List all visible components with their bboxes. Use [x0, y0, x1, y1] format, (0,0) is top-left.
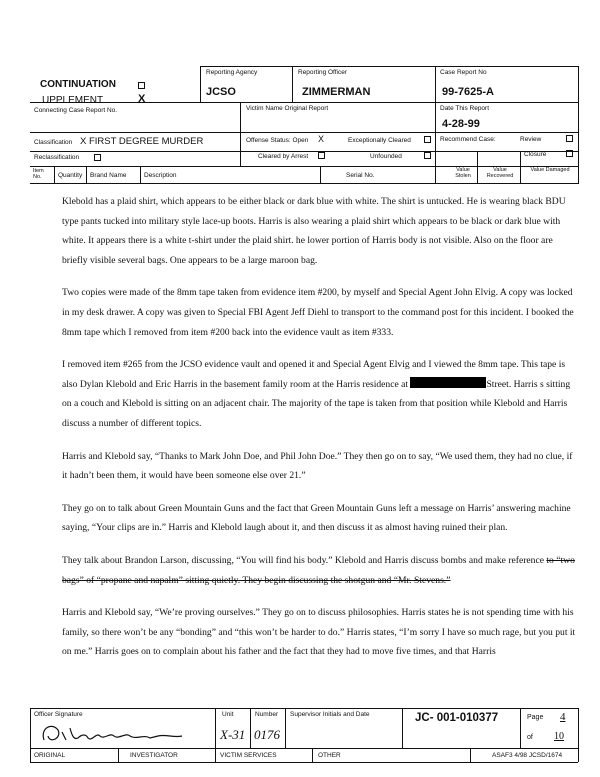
- paragraph: They talk about Brandon Larson, discussing, “You will find his body.” Klebold and Harris discuss bombs and make reference to “two bags” of “propane and napalm” sitting quietly. They begin discussing the shotgun and “Mr. Stevens.”: [62, 554, 575, 586]
- case-report-value: 99-7625-A: [442, 86, 494, 98]
- exceptionally-cleared-label: Exceptionally Cleared: [348, 137, 411, 144]
- col-quantity: Quantity: [58, 172, 83, 179]
- number-value: 0176: [254, 727, 280, 742]
- page-number: 4: [560, 711, 566, 723]
- redaction-block: [410, 377, 486, 388]
- copy-original: ORIGINAL: [34, 752, 66, 759]
- officer-signature-label: Officer Signature: [34, 711, 83, 718]
- closure-checkbox[interactable]: [566, 150, 573, 157]
- connecting-case-label: Connecting Case Report No.: [34, 107, 118, 114]
- col-value-stolen: Value Stolen: [455, 167, 471, 179]
- col-brand-name: Brand Name: [90, 172, 127, 179]
- col-value-recovered: Value Recovered: [486, 167, 514, 179]
- reporting-officer-value: ZIMMERMAN: [302, 86, 371, 98]
- cleared-by-arrest-checkbox[interactable]: [318, 152, 325, 159]
- officer-signature: [38, 718, 188, 748]
- unfounded-label: Unfounded: [370, 153, 402, 160]
- report-footer: [30, 708, 578, 762]
- paragraph: Two copies were made of the 8mm tape taken from evidence item #200, by myself and Special Agent John Elvig. A copy was locked in my desk drawer. A copy was given to Special FBI Agent Jeff Diehl to transport to the command post for this incident. I booked the 8mm tape which I removed from item #200 back into the evidence vault as item #333.: [62, 287, 574, 338]
- exceptionally-cleared-checkbox[interactable]: [424, 136, 431, 143]
- paragraph: They go on to talk about Green Mountain Guns and the fact that Green Mountain Guns left a message on Harris’ answering machine saying, “Your clips are in.” Harris and Klebold laugh about it, and then discuss it as almost having ruined their plan.: [62, 502, 571, 534]
- col-serial-no: Serial No.: [346, 172, 375, 179]
- date-report-value: 4-28-99: [442, 118, 480, 130]
- recommend-case-label: Recommend Case:: [440, 136, 496, 143]
- page-total: 10: [554, 731, 564, 742]
- paragraph: Harris and Klebold say, “Thanks to Mark John Doe, and Phil John Doe.” They then go on to say, “We used them, they had no clue, if it hadn’t been them, it would have been someone else over 21.”: [62, 450, 573, 482]
- form-id: ASAF3 4/98 JCSD/1674: [492, 752, 563, 759]
- struck-text: to “two bags” of “propane and napalm” sitting quietly. They begin discussing the shotgun and “Mr. Stevens.”: [62, 554, 575, 586]
- paragraph: I removed item #265 from the JCSO evidence vault and opened it and Special Agent Elvig and I viewed the 8mm tape. This tape is also Dylan Klebold and Eric Harris in the basement family room at the Harris residence at Street. Harris s sitting on a couch and Klebold is sitting on an adjacent chair. The majority of the tape is taken from that position while Klebold and Harris discuss a number of different topics.: [62, 359, 571, 429]
- paragraph: Harris and Klebold say, “We’re proving ourselves.” They go on to discuss philosophies. Harris states he is not spending time with his family, so there won’t be any “bonding” and “this won’t be harder to do.” Harris states, “I’m sorry I have so much rage, but you put it on me.” Harris goes on to complain about his father and the fact that they had to move five times, and that Harris: [62, 607, 576, 658]
- unfounded-checkbox[interactable]: [424, 152, 431, 159]
- paragraph: Klebold has a plaid shirt, which appears to be either black or dark blue with white. The shirt is untucked. He is wearing black BDU type pants tucked into military style lace-up boots. Harris is also wearing a plaid shirt which appears to be black or dark blue with white. It appears there is a white t-shirt under the plaid shirt. he lower portion of Harris body is not visible. Also on the floor are briefly visible several bags. One appears to be a large maroon bag.: [62, 196, 566, 266]
- copy-other: OTHER: [318, 752, 341, 759]
- supervisor-label: Supervisor Initials and Date: [290, 711, 370, 718]
- document-id: JC- 001-010377: [415, 712, 499, 724]
- supplement-mark: X: [138, 93, 146, 105]
- reporting-officer-label: Reporting Officer: [298, 69, 348, 76]
- of-label: of: [527, 734, 533, 741]
- reporting-agency-label: Reporting Agency: [206, 69, 258, 76]
- continuation-checkbox[interactable]: [138, 82, 145, 89]
- victim-name-label: Victim Name Original Report: [246, 105, 329, 112]
- copy-victim-services: VICTIM SERVICES: [220, 752, 277, 759]
- classification-label: Classification: [34, 139, 73, 146]
- offense-open-mark: X: [318, 134, 325, 144]
- col-description: Description: [144, 172, 177, 179]
- copy-investigator: INVESTIGATOR: [130, 752, 178, 759]
- classification-value: X FIRST DEGREE MURDER: [80, 136, 204, 147]
- offense-status-label: Offense Status: Open: [246, 137, 309, 144]
- unit-label: Unit: [222, 711, 234, 718]
- continuation-label: CONTINUATION: [40, 79, 116, 90]
- cleared-by-arrest-label: Cleared by Arrest: [258, 153, 309, 160]
- number-label: Number: [255, 711, 279, 718]
- col-item-no: Item No.: [33, 168, 44, 180]
- closure-label: Closure: [524, 151, 547, 158]
- reclassification-checkbox[interactable]: [94, 154, 101, 161]
- review-label: Review: [520, 136, 542, 143]
- supplement-label: UPPLEMENT: [42, 95, 104, 106]
- report-header: [30, 66, 578, 184]
- unit-value: X-31: [220, 727, 246, 742]
- page-label: Page: [527, 714, 544, 721]
- date-report-label: Date This Report: [440, 105, 490, 112]
- review-checkbox[interactable]: [566, 135, 573, 142]
- reclassification-label: Reclassification: [34, 154, 80, 161]
- report-body: [62, 192, 577, 675]
- reporting-agency-value: JCSO: [206, 86, 236, 98]
- col-value-damaged: Value Damaged: [530, 167, 570, 173]
- case-report-label: Case Report No: [440, 69, 487, 76]
